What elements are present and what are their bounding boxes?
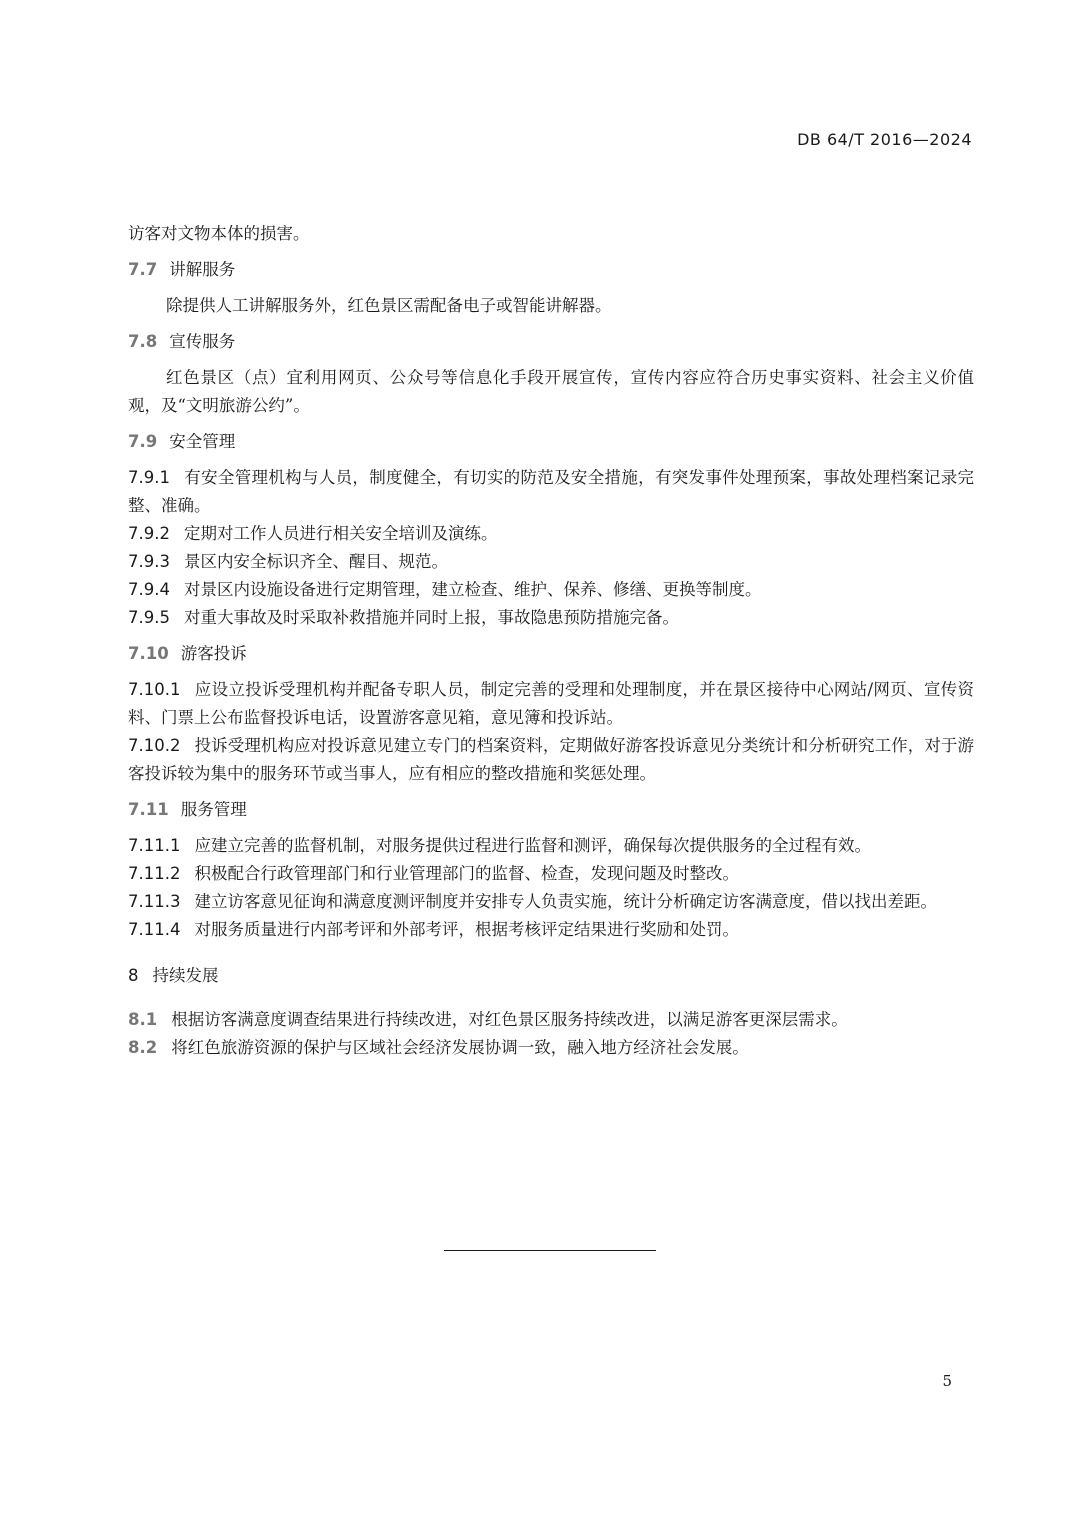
clause-text: 投诉受理机构应对投诉意见建立专门的档案资料，定期做好游客投诉意见分类统计和分析研究工作，对于游客投诉较为集中的服务环节或当事人，应有相应的整改措施和奖惩处理。 (128, 736, 974, 783)
clause-number: 7.9.1 (128, 468, 170, 487)
section-heading-7-8 (128, 328, 974, 356)
clause-number: 7.11.2 (128, 864, 181, 883)
section-number: 7.8 (128, 332, 158, 351)
subclause-text: 将红色旅游资源的保护与区域社会经济发展协调一致，融入地方经济社会发展。 (171, 1038, 749, 1057)
clause-number: 7.11.4 (128, 920, 181, 939)
clause-number: 7.9.3 (128, 552, 170, 571)
clause-text: 景区内安全标识齐全、醒目、规范。 (183, 552, 448, 571)
clause-item (128, 832, 974, 860)
section-paragraph: 除提供人工讲解服务外，红色景区需配备电子或智能讲解器。 (166, 296, 612, 315)
clause-item (128, 548, 974, 576)
page-number: 5 (942, 1372, 952, 1390)
clause-item (128, 520, 974, 548)
section-heading-7-10 (128, 640, 974, 668)
clause-number: 7.11.3 (128, 892, 181, 911)
clause-number: 7.9.5 (128, 608, 170, 627)
clause-number: 7.11.1 (128, 836, 181, 855)
clause-text: 对重大事故及时采取补救措施并同时上报，事故隐患预防措施完备。 (183, 608, 679, 627)
section-paragraph: 红色景区（点）宜利用网页、公众号等信息化手段开展宣传，宣传内容应符合历史事实资料、社会主义价值观，及“文明旅游公约”。 (128, 368, 974, 415)
clause-text: 有安全管理机构与人员，制度健全，有切实的防范及安全措施，有突发事件处理预案，事故处理档案记录完整、准确。 (128, 468, 974, 515)
clause-item (128, 676, 974, 732)
clause-number: 7.9.4 (128, 580, 170, 599)
clause-text: 对景区内设施设备进行定期管理，建立检查、维护、保养、修缮、更换等制度。 (183, 580, 762, 599)
section-title: 服务管理 (180, 800, 247, 819)
clause-text: 应建立完善的监督机制，对服务提供过程进行监督和测评，确保每次提供服务的全过程有效。 (194, 836, 871, 855)
section-heading-7-9 (128, 428, 974, 456)
clause-number: 7.10.2 (128, 736, 181, 755)
section-number: 7.9 (128, 432, 158, 451)
clause-item (128, 576, 974, 604)
end-of-document-rule (444, 1250, 656, 1251)
section-title: 安全管理 (169, 432, 236, 451)
continuation-paragraph: 访客对文物本体的损害。 (128, 224, 310, 243)
clause-item (128, 860, 974, 888)
section-heading-7-11 (128, 796, 974, 824)
subclause-item (128, 1034, 974, 1062)
page-content (128, 220, 974, 1062)
clause-item (128, 732, 974, 788)
chapter-number: 8 (128, 966, 139, 985)
clause-text: 定期对工作人员进行相关安全培训及演练。 (183, 524, 498, 543)
section-title: 讲解服务 (169, 260, 236, 279)
clause-text: 应设立投诉受理机构并配备专职人员，制定完善的受理和处理制度，并在景区接待中心网站/网页、宣传资料、门票上公布监督投诉电话，设置游客意见箱，意见簿和投诉站。 (128, 680, 974, 727)
clause-number: 7.9.2 (128, 524, 170, 543)
section-title: 游客投诉 (180, 644, 247, 663)
section-heading-7-7 (128, 256, 974, 284)
chapter-title: 持续发展 (152, 966, 219, 985)
clause-text: 建立访客意见征询和满意度测评制度并安排专人负责实施，统计分析确定访客满意度，借以找出差距。 (194, 892, 937, 911)
clause-item (128, 604, 974, 632)
section-number: 7.10 (128, 644, 169, 663)
subclause-number: 8.2 (128, 1038, 158, 1057)
subclause-item (128, 1006, 974, 1034)
clause-number: 7.10.1 (128, 680, 181, 699)
section-title: 宣传服务 (169, 332, 236, 351)
chapter-heading-8 (128, 962, 974, 990)
clause-text: 积极配合行政管理部门和行业管理部门的监督、检查，发现问题及时整改。 (194, 864, 739, 883)
clause-item (128, 888, 974, 916)
document-code: DB 64/T 2016—2024 (797, 130, 972, 149)
section-number: 7.7 (128, 260, 158, 279)
clause-text: 对服务质量进行内部考评和外部考评，根据考核评定结果进行奖励和处罚。 (194, 920, 739, 939)
section-number: 7.11 (128, 800, 169, 819)
clause-item (128, 916, 974, 944)
subclause-number: 8.1 (128, 1010, 158, 1029)
clause-item (128, 464, 974, 520)
subclause-text: 根据访客满意度调查结果进行持续改进，对红色景区服务持续改进，以满足游客更深层需求。 (171, 1010, 848, 1029)
